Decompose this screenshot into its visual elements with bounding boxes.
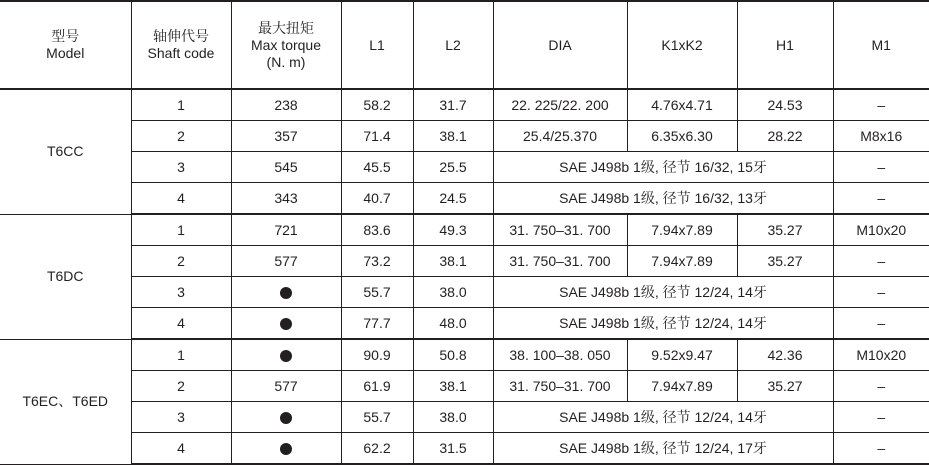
shaft-code-cell: 4 [131, 308, 231, 340]
l1-cell: 90.9 [341, 339, 413, 371]
model-cell: T6EC、T6ED [0, 339, 131, 464]
shaft-code-cell: 4 [131, 183, 231, 215]
table-row [0, 152, 929, 183]
dia-cell: 31. 750–31. 700 [493, 214, 627, 246]
k1xk2-cell: 7.94x7.89 [627, 246, 737, 277]
m1-cell: M10x20 [833, 214, 929, 246]
header-model [0, 1, 131, 89]
l2-cell: 38.1 [413, 371, 493, 402]
m1-cell: – [833, 89, 929, 121]
max-torque-cell: 577 [231, 246, 341, 277]
shaft-code-cell: 4 [131, 433, 231, 465]
h1-cell: 42.36 [737, 339, 833, 371]
m1-cell: – [833, 152, 929, 183]
table-row [0, 339, 929, 371]
table-row [0, 214, 929, 246]
header-dia: DIA [493, 1, 627, 89]
l2-cell: 24.5 [413, 183, 493, 215]
m1-cell: – [833, 402, 929, 433]
l1-cell: 71.4 [341, 121, 413, 152]
table-row [0, 277, 929, 308]
m1-cell: – [833, 308, 929, 340]
header-model-en: Model [46, 45, 85, 61]
model-cell: T6CC [0, 89, 131, 214]
h1-cell: 35.27 [737, 371, 833, 402]
max-torque-cell [231, 402, 341, 433]
m1-cell: – [833, 277, 929, 308]
l2-cell: 25.5 [413, 152, 493, 183]
header-k1xk2: K1xK2 [627, 1, 737, 89]
shaft-code-cell: 1 [131, 339, 231, 371]
shaft-code-cell: 3 [131, 277, 231, 308]
table-row [0, 121, 929, 152]
k1xk2-cell: 4.76x4.71 [627, 89, 737, 121]
table-row [0, 402, 929, 433]
max-torque-cell: 238 [231, 89, 341, 121]
table-row [0, 246, 929, 277]
max-torque-cell: 721 [231, 214, 341, 246]
h1-cell: 24.53 [737, 89, 833, 121]
header-max-torque [231, 1, 341, 89]
k1xk2-cell: 7.94x7.89 [627, 214, 737, 246]
model-cell: T6DC [0, 214, 131, 339]
h1-cell: 35.27 [737, 246, 833, 277]
max-torque-cell [231, 339, 341, 371]
shaft-code-cell: 3 [131, 152, 231, 183]
m1-cell: – [833, 183, 929, 215]
table-body [0, 89, 929, 464]
dia-cell: 25.4/25.370 [493, 121, 627, 152]
h1-cell: 28.22 [737, 121, 833, 152]
l1-cell: 40.7 [341, 183, 413, 215]
m1-cell: – [833, 246, 929, 277]
table-row [0, 433, 929, 465]
m1-cell: – [833, 433, 929, 465]
table-row [0, 308, 929, 340]
m1-cell: M10x20 [833, 339, 929, 371]
m1-cell: – [833, 371, 929, 402]
spline-spec-cell: SAE J498b 1级, 径节 16/32, 15牙 [493, 152, 833, 183]
table-row [0, 183, 929, 215]
dia-cell: 31. 750–31. 700 [493, 246, 627, 277]
spline-spec-cell: SAE J498b 1级, 径节 12/24, 14牙 [493, 277, 833, 308]
shaft-code-cell: 2 [131, 121, 231, 152]
l2-cell: 49.3 [413, 214, 493, 246]
header-model-cn: 型号 [51, 28, 80, 44]
spline-spec-cell: SAE J498b 1级, 径节 16/32, 13牙 [493, 183, 833, 215]
l1-cell: 73.2 [341, 246, 413, 277]
l2-cell: 48.0 [413, 308, 493, 340]
header-torque-en: Max torque [250, 36, 322, 53]
max-torque-cell: 357 [231, 121, 341, 152]
header-l2: L2 [413, 1, 493, 89]
m1-cell: M8x16 [833, 121, 929, 152]
max-torque-cell [231, 433, 341, 465]
header-shaft-code [131, 1, 231, 89]
table-row [0, 89, 929, 121]
l1-cell: 55.7 [341, 277, 413, 308]
l1-cell: 58.2 [341, 89, 413, 121]
table-row [0, 371, 929, 402]
h1-cell: 35.27 [737, 214, 833, 246]
l2-cell: 31.5 [413, 433, 493, 465]
header-shaft-en: Shaft code [147, 45, 215, 61]
k1xk2-cell: 9.52x9.47 [627, 339, 737, 371]
max-torque-cell: 545 [231, 152, 341, 183]
header-h1: H1 [737, 1, 833, 89]
shaft-code-cell: 3 [131, 402, 231, 433]
spline-spec-cell: SAE J498b 1级, 径节 12/24, 17牙 [493, 433, 833, 465]
k1xk2-cell: 7.94x7.89 [627, 371, 737, 402]
dia-cell: 22. 225/22. 200 [493, 89, 627, 121]
header-l1: L1 [341, 1, 413, 89]
shaft-code-cell: 1 [131, 214, 231, 246]
k1xk2-cell: 6.35x6.30 [627, 121, 737, 152]
l2-cell: 31.7 [413, 89, 493, 121]
max-torque-cell [231, 277, 341, 308]
bullet-dot-icon [280, 412, 292, 424]
spline-spec-cell: SAE J498b 1级, 径节 12/24, 14牙 [493, 402, 833, 433]
l2-cell: 38.0 [413, 277, 493, 308]
bullet-dot-icon [280, 318, 292, 330]
l1-cell: 83.6 [341, 214, 413, 246]
l2-cell: 38.1 [413, 121, 493, 152]
l2-cell: 38.1 [413, 246, 493, 277]
header-torque-unit: (N. m) [266, 53, 306, 70]
l1-cell: 77.7 [341, 308, 413, 340]
bullet-dot-icon [280, 350, 292, 362]
bullet-dot-icon [280, 287, 292, 299]
header-shaft-cn: 轴伸代号 [153, 28, 209, 44]
max-torque-cell: 343 [231, 183, 341, 215]
dia-cell: 38. 100–38. 050 [493, 339, 627, 371]
l1-cell: 55.7 [341, 402, 413, 433]
header-torque-cn: 最大扭矩 [258, 19, 314, 36]
l1-cell: 61.9 [341, 371, 413, 402]
l1-cell: 45.5 [341, 152, 413, 183]
bullet-dot-icon [280, 443, 292, 455]
dia-cell: 31. 750–31. 700 [493, 371, 627, 402]
max-torque-cell: 577 [231, 371, 341, 402]
shaft-code-cell: 2 [131, 371, 231, 402]
header-row [0, 1, 929, 89]
max-torque-cell [231, 308, 341, 340]
l1-cell: 62.2 [341, 433, 413, 465]
header-m1: M1 [833, 1, 929, 89]
l2-cell: 50.8 [413, 339, 493, 371]
spline-spec-cell: SAE J498b 1级, 径节 12/24, 14牙 [493, 308, 833, 340]
shaft-code-cell: 2 [131, 246, 231, 277]
l2-cell: 38.0 [413, 402, 493, 433]
shaft-code-cell: 1 [131, 89, 231, 121]
